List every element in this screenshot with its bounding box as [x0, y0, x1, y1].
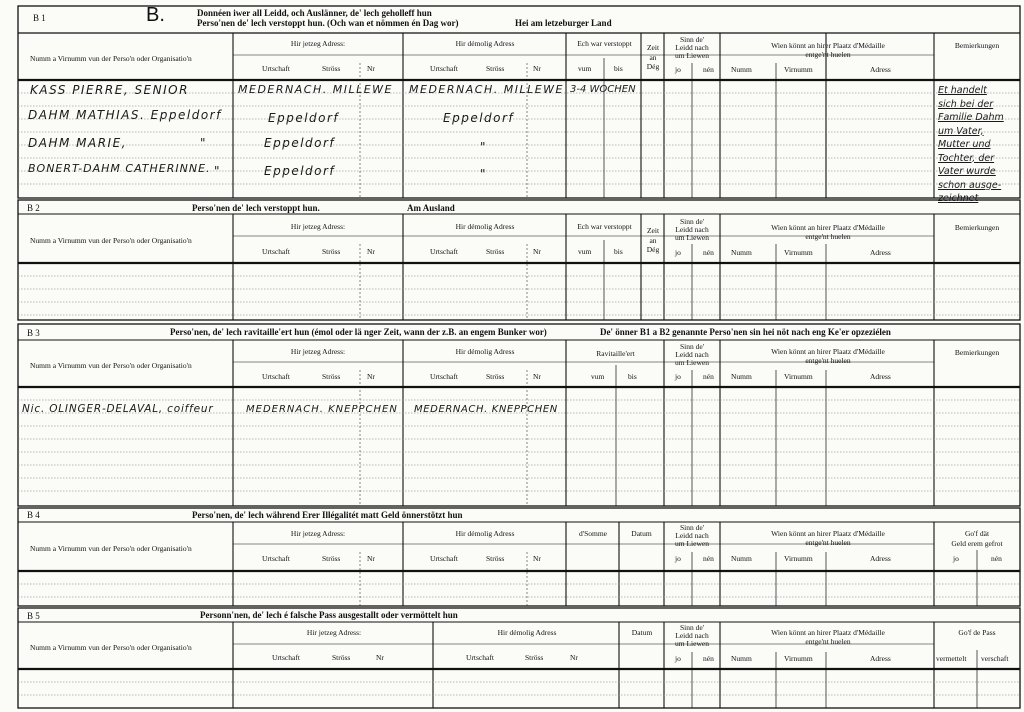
b1-row1-current: MEDERNACH. MILLEWE: [238, 83, 393, 96]
b3-former-address-header: Hir démolig Adress: [455, 347, 515, 356]
b3-um-liewen: um Liewen: [675, 358, 709, 367]
b3-nen: nén: [703, 372, 714, 381]
b2-zeit: Zeit: [646, 226, 660, 235]
b2-numm: Numm: [731, 248, 752, 257]
b3-row1-former: MEDERNACH. KNEPPCHEN: [414, 404, 558, 415]
b4-leidd-nach: Leidd nach: [675, 531, 709, 540]
b3-sinn: Sinn de': [679, 342, 705, 351]
b2-sinn: Sinn de': [679, 217, 705, 226]
b1-jo: jo: [675, 65, 681, 74]
b5-stross-2: Ströss: [525, 653, 544, 662]
b1-row4-current: Eppeldorf: [264, 164, 336, 178]
b1-urtschaft-2: Urtschaft: [430, 64, 458, 73]
b1-row1-hidden: 3-4 WOCHEN: [570, 84, 636, 95]
b1-deg: Dég: [646, 62, 660, 71]
b5-sinn: Sinn de': [679, 623, 705, 632]
section-code-b3: B 3: [27, 328, 40, 338]
b5-medal-2: entge'nt huelen: [805, 637, 851, 646]
b3-urtschaft: Urtschaft: [262, 372, 290, 381]
b2-urtschaft: Urtschaft: [262, 247, 290, 256]
b1-row1-former: MEDERNACH. MILLEWE: [409, 83, 564, 96]
b4-numm: Numm: [731, 554, 752, 563]
b3-medal-1: Wien könnt an hirer Plaatz d'Médaille: [771, 347, 885, 356]
b2-medal-2: entge'nt huelen: [805, 232, 851, 241]
b3-name-header: Numm a Virnumm vun der Perso'n oder Organisatio'n: [30, 361, 192, 370]
b4-jo-2: jo: [953, 554, 959, 563]
b2-nr-2: Nr: [533, 247, 541, 256]
b2-former-address-header: Hir démolig Adress: [455, 222, 515, 231]
b1-adress: Adress: [870, 65, 891, 74]
b4-datum: Datum: [631, 529, 652, 538]
b1-numm: Numm: [731, 65, 752, 74]
b1-medal-2: entge'nt huelen: [805, 50, 851, 59]
b2-leidd-nach: Leidd nach: [675, 225, 709, 234]
section-code-b4: B 4: [27, 510, 40, 520]
b3-ravitaille: Ravitaille'ert: [596, 349, 635, 358]
b4-nr-2: Nr: [533, 554, 541, 563]
b1-row2-current: Eppeldorf: [268, 111, 340, 125]
b1-name-header: Numm a Virnumm vun der Perso'n oder Organisatio'n: [30, 54, 192, 63]
b3-nr: Nr: [367, 372, 375, 381]
b3-current-address-header: Hir jetzeg Adress:: [290, 347, 346, 356]
b4-um-liewen: um Liewen: [675, 539, 709, 548]
b4-name-header: Numm a Virnumm vun der Perso'n oder Organisatio'n: [30, 544, 192, 553]
b1-nr: Nr: [367, 64, 375, 73]
b1-sinn: Sinn de': [679, 35, 705, 44]
b4-medal-2: entge'nt huelen: [805, 538, 851, 547]
b5-gof-pass: Go'f de Pass: [958, 628, 996, 637]
b1-stross-2: Ströss: [486, 64, 505, 73]
b5-former-address-header: Hir démolig Adress: [497, 628, 557, 637]
section-title-b3-right: De' önner B1 a B2 genannte Perso'nen sin hei nöt nach eng Ke'er opzeziélen: [600, 327, 891, 337]
b5-datum: Datum: [631, 628, 653, 637]
b1-medal-1: Wien könnt an hirer Plaatz d'Médaille: [771, 41, 885, 50]
b4-virnumm: Virnumm: [784, 554, 813, 563]
b3-bemierkungen: Bemierkungen: [954, 348, 1000, 357]
b2-nen: nén: [703, 248, 714, 257]
b5-leidd-nach: Leidd nach: [675, 631, 709, 640]
b1-an: an: [649, 53, 657, 62]
section-title-b2-right: Am Ausland: [407, 203, 455, 213]
b4-former-address-header: Hir démolig Adress: [455, 529, 515, 538]
b4-adress: Adress: [870, 554, 891, 563]
b4-stross: Ströss: [322, 554, 341, 563]
b5-urtschaft: Urtschaft: [272, 653, 300, 662]
b5-nr-2: Nr: [570, 653, 578, 662]
b1-urtschaft: Urtschaft: [262, 64, 290, 73]
b4-urtschaft-2: Urtschaft: [430, 554, 458, 563]
section-title-b3: Perso'nen, de' lech ravitaille'ert hun (émol oder lä nger Zeit, wann der z.B. an engem Bunker wor): [170, 327, 547, 337]
b3-row1-name: Nic. OLINGER-DELAVAL, coiffeur: [22, 403, 214, 415]
b1-hidden-header: Ech war verstoppt: [577, 39, 632, 48]
section-code-b5: B 5: [27, 611, 40, 621]
section-title-b2: Perso'nen de' lech verstoppt hun.: [192, 203, 320, 213]
b5-adress: Adress: [870, 654, 891, 663]
b1-vum: vum: [578, 64, 592, 73]
b5-numm: Numm: [731, 654, 752, 663]
b3-adress: Adress: [870, 372, 891, 381]
b3-bis: bis: [628, 372, 637, 381]
b4-jo: jo: [675, 554, 681, 563]
b1-row2-name: DAHM MATHIAS. Eppeldorf: [28, 108, 222, 122]
b1-row2-former: Eppeldorf: [443, 111, 515, 125]
b1-zeit: Zeit: [646, 43, 660, 52]
b2-bis: bis: [614, 247, 623, 256]
section-title-b5: Personn'nen, de' lech é falsche Pass ausgestallt oder vermöttelt hun: [200, 610, 458, 620]
b2-adress: Adress: [870, 248, 891, 257]
b1-nen: nén: [703, 65, 714, 74]
b1-leidd-nach: Leidd nach: [675, 43, 709, 52]
b2-nr: Nr: [367, 247, 375, 256]
b3-virnumm: Virnumm: [784, 372, 813, 381]
b1-remark: Et handelt sich bei der Familie Dahm um Vater, Mutter und Tochter, der Vater wurde schon ausge- zeichnet: [938, 85, 1004, 204]
header-line-2-right: Hei am letzeburger Land: [515, 18, 612, 28]
b5-vermettelt: vermettelt: [936, 654, 967, 663]
b4-gof-dat: Go'f dät: [964, 529, 990, 538]
b5-current-address-header: Hir jetzeg Adress:: [306, 628, 362, 637]
b2-name-header: Numm a Virnumm vun der Perso'n oder Organisatio'n: [30, 236, 192, 245]
b1-row4-name: BONERT-DAHM CATHERINNE.: [28, 162, 211, 175]
section-code-b1: B 1: [33, 13, 46, 23]
section-title-b4: Perso'nen, de' lech während Erer Illégalitét matt Geld önnerstötzt hun: [192, 510, 463, 520]
b2-deg: Dég: [646, 245, 660, 254]
b1-current-address-header: Hir jetzeg Adress:: [290, 39, 346, 48]
b2-virnumm: Virnumm: [784, 248, 813, 257]
b1-row4-former: ": [480, 167, 488, 181]
b1-former-address-header: Hir démolig Adress: [455, 39, 515, 48]
b1-bemierkungen: Bemierkungen: [954, 41, 1000, 50]
b4-urtschaft: Urtschaft: [262, 554, 290, 563]
b3-stross-2: Ströss: [486, 372, 505, 381]
b5-stross: Ströss: [332, 653, 351, 662]
b1-stross: Ströss: [322, 64, 341, 73]
b4-stross-2: Ströss: [486, 554, 505, 563]
b4-medal-1: Wien könnt an hirer Plaatz d'Médaille: [771, 529, 885, 538]
b5-nr: Nr: [376, 653, 384, 662]
b1-bis: bis: [614, 64, 623, 73]
b1-row3-former: ": [480, 140, 488, 154]
b2-an: an: [649, 236, 657, 245]
b5-nen: nén: [703, 654, 714, 663]
b1-row3-name: DAHM MARIE,: [28, 136, 127, 150]
b3-vum: vum: [591, 372, 605, 381]
b2-bemierkungen: Bemierkungen: [954, 223, 1000, 232]
b5-um-liewen: um Liewen: [675, 639, 709, 648]
b4-nr: Nr: [367, 554, 375, 563]
b5-jo: jo: [675, 654, 681, 663]
b2-medal-1: Wien könnt an hirer Plaatz d'Médaille: [771, 223, 885, 232]
b2-stross: Ströss: [322, 247, 341, 256]
b5-name-header: Numm a Virnumm vun der Perso'n oder Organisatio'n: [30, 643, 192, 652]
b3-stross: Ströss: [322, 372, 341, 381]
b5-virnumm: Virnumm: [784, 654, 813, 663]
b4-current-address-header: Hir jetzeg Adress:: [290, 529, 346, 538]
b2-stross-2: Ströss: [486, 247, 505, 256]
b3-numm: Numm: [731, 372, 752, 381]
b2-um-liewen: um Liewen: [675, 233, 709, 242]
b4-somme: d'Somme: [578, 529, 608, 538]
b2-vum: vum: [578, 247, 592, 256]
header-line-1: Donnéen iwer all Leidd, och Auslänner, de' lech geholleff hun: [197, 8, 432, 18]
b2-hidden-header: Ech war verstoppt: [577, 222, 632, 231]
b3-urtschaft-2: Urtschaft: [430, 372, 458, 381]
b4-geld-erem: Geld erem gefrot: [951, 539, 1003, 548]
b2-current-address-header: Hir jetzeg Adress:: [290, 222, 346, 231]
b4-nen: nén: [703, 554, 714, 563]
b1-row4-name-ditto: ": [214, 164, 222, 178]
b1-row3-name-ditto: ": [200, 136, 208, 150]
b2-urtschaft-2: Urtschaft: [430, 247, 458, 256]
b3-leidd-nach: Leidd nach: [675, 350, 709, 359]
b1-nr-2: Nr: [533, 64, 541, 73]
b5-urtschaft-2: Urtschaft: [466, 653, 494, 662]
page-letter: B.: [146, 4, 165, 26]
b4-sinn: Sinn de': [679, 523, 705, 532]
b3-medal-2: entge'nt huelen: [805, 356, 851, 365]
b5-medal-1: Wien könnt an hirer Plaatz d'Médaille: [771, 628, 885, 637]
b2-jo: jo: [675, 248, 681, 257]
b5-verschaft: verschaft: [981, 654, 1009, 663]
b3-row1-current: MEDERNACH. KNEPPCHEN: [246, 404, 398, 415]
section-code-b2: B 2: [27, 203, 40, 213]
b1-virnumm: Virnumm: [784, 65, 813, 74]
b4-nen-2: nén: [991, 554, 1002, 563]
b1-row3-current: Eppeldorf: [264, 136, 336, 150]
b1-um-liewen: um Liewen: [675, 51, 709, 60]
b1-row1-name: KASS PIERRE, SENIOR: [30, 83, 189, 97]
b3-jo: jo: [675, 372, 681, 381]
header-line-2: Perso'nen de' lech verstoppt hun. (Och wan et nömmen én Dag wor): [197, 18, 459, 28]
b3-nr-2: Nr: [533, 372, 541, 381]
